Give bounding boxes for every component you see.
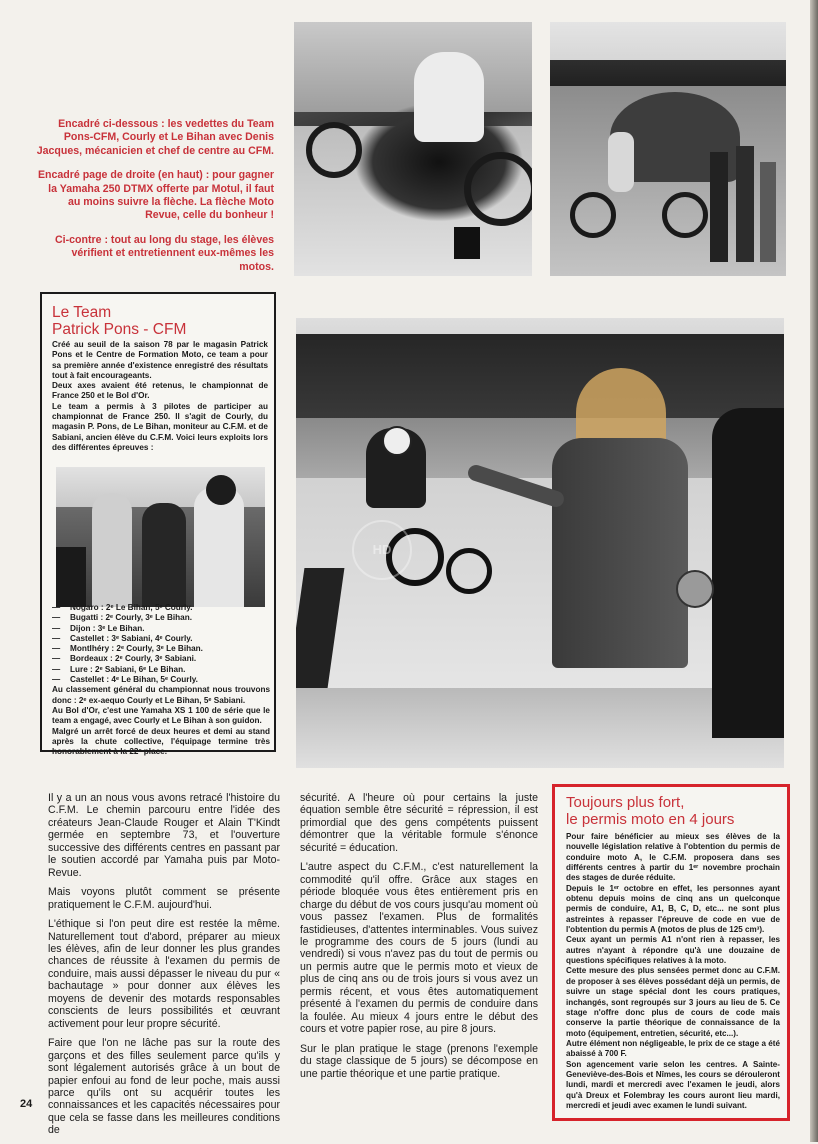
article-paragraph: L'éthique si l'on peut dire est restée la même. Naturellement tout d'abord, préparer au mieux les élèves, afin de leur donner les plus grandes chances de réussite à l'examen du permis de conduire, mais aussi dépasser le niveau du pur « bachautage » pour donner aux élèves les moyens de devenir des motards responsables conscients de leurs possibilités et œuvrant activement pour leur propre sécurité.: [48, 918, 280, 1030]
article-paragraph: Faire que l'on ne lâche pas sur la route des garçons et des filles seulement parce qu'ils y sont légalement autorisés grâce à un bout de papier enfoui au fond de leur poche, mais aussi parce qu'ils ont su acquérir toutes les connaissances et les capacités nécessaires pour que cela se fasse dans les meilleures conditions de: [48, 1037, 280, 1137]
team-box-title-line1: Le Team: [52, 304, 112, 321]
photo-captions: [36, 118, 274, 285]
team-intro-paragraph: Créé au seuil de la saison 78 par le magasin Patrick Pons et le Centre de Formation Moto, ce team a pour sa première année d'existence enregistré des résultats tout à fait encourageants.: [52, 340, 268, 380]
team-box-title-line2: Patrick Pons - CFM: [52, 321, 187, 338]
result-item: — Nogaro : 2ᵉ Le Bihan, 5ᵉ Courly.: [52, 603, 270, 613]
page-edge-shadow: [810, 0, 818, 1142]
permit-sidebar-text: [566, 832, 780, 1111]
results-list: [52, 603, 270, 685]
sidebar-paragraph: Autre élément non négligeable, le prix de ce stage a été abaissé à 700 F.: [566, 1038, 780, 1059]
watermark-logo: HD: [352, 520, 412, 580]
sidebar-paragraph: Depuis le 1ᵉʳ octobre en effet, les personnes ayant obtenu depuis moins de cinq ans un quelconque permis de conduire, A1, B, C, D, etc... ne sont plus astreintes à repasser l'épreuve de code en vue de l'obtention du permis A (motos de plus de 125 cm³).: [566, 883, 780, 935]
result-item: — Castellet : 4ᵉ Le Bihan, 5ᵉ Courly.: [52, 675, 270, 685]
permit-sidebar-title-line2: le permis moto en 4 jours: [566, 811, 735, 828]
article-paragraph: Sur le plan pratique le stage (prenons l'exemple du stage classique de 5 jours) se décompose en une partie théorique et une partie pratique.: [300, 1042, 538, 1080]
article-paragraph: Mais voyons plutôt comment se présente pratiquement le C.F.M. aujourd'hui.: [48, 886, 280, 911]
result-item: — Bugatti : 2ᵉ Courly, 3ᵉ Le Bihan.: [52, 613, 270, 623]
photo-rider-top: [294, 22, 532, 276]
team-results: [52, 603, 270, 757]
permit-sidebar-title-line1: Toujours plus fort,: [566, 794, 685, 811]
result-item: — Lure : 2ᵉ Sabiani, 6ᵉ Le Bihan.: [52, 665, 270, 675]
article-column-2: [300, 792, 538, 1087]
result-item: — Montlhéry : 2ᵉ Courly, 3ᵉ Le Bihan.: [52, 644, 270, 654]
caption-2: Encadré page de droite (en haut) : pour gagner la Yamaha 250 DTMX offerte par Motul, il faut au moins suivre la flèche. La flèche Moto Revue, celle du bonheur !: [37, 169, 274, 222]
team-box-intro: [52, 340, 268, 453]
article-column-1: [48, 792, 280, 1144]
team-outro-paragraph: Au classement général du championnat nous trouvons donc : 2ᵉ ex-aequo Courly et Le Bihan, 5ᵉ Sabiani.: [52, 685, 270, 705]
team-box-title: [52, 304, 272, 338]
result-item: — Castellet : 3ᵉ Sabiani, 4ᵉ Courly.: [52, 634, 270, 644]
result-item: — Dijon : 3ᵉ Le Bihan.: [52, 624, 270, 634]
result-item: — Bordeaux : 2ᵉ Courly, 3ᵉ Sabiani.: [52, 654, 270, 664]
photo-team-riders: [56, 467, 265, 607]
caption-3: Ci-contre : tout au long du stage, les élèves vérifient et entretiennent eux-mêmes les motos.: [55, 233, 274, 273]
sidebar-paragraph: Pour faire bénéficier au mieux ses élèves de la nouvelle législation relative à l'obtention du permis de conduire moto A, le C.F.M. proposera dans ses différents centres à partir du 1ᵉʳ novembre prochain des stages de durée réduite.: [566, 832, 780, 883]
team-intro-paragraph: Deux axes avaient été retenus, le championnat de France 250 et le Bol d'Or.: [52, 381, 268, 401]
team-outro-paragraph: Malgré un arrêt forcé de deux heures et demi au stand après la chute collective, l'équipage termine très honorablement à la 22ᵉ place.: [52, 726, 270, 757]
article-paragraph: Il y a un an nous vous avons retracé l'histoire du C.F.M. Le chemin parcouru entre l'idée des créateurs Jean-Claude Rouger et Alain T'Kindt germée en septembre 73, et l'ouverture successive des différents centres en passant par le soutien accordé par Yamaha puis par Moto-Revue.: [48, 792, 280, 879]
photo-field-group: [550, 22, 786, 276]
page-number: 24: [20, 1098, 33, 1110]
sidebar-paragraph: Son agencement varie selon les centres. A Sainte-Geneviève-des-Bois et Nîmes, les cours se dérouleront lundi, mardi et mercredi avec l'examen le jeudi, alors qu'à Dreux et Folembray les cours auront lieu mardi, mercredi et jeudi avec examen le lundi suivant.: [566, 1059, 780, 1110]
caption-1: Encadré ci-dessous : les vedettes du Team Pons-CFM, Courly et Le Bihan avec Denis Jacques, mécanicien et chef de centre au CFM.: [36, 118, 274, 157]
team-outro-paragraph: Au Bol d'Or, c'est une Yamaha XS 1 100 de série que le team a engagé, avec Courly et Le Bihan à son guidon.: [52, 705, 270, 726]
article-paragraph: sécurité. A l'heure où pour certains la juste équation semble être sécurité = répression, il est primordial que des gens compétents puissent démontrer que la véritable formule s'énonce sécurité = éducation.: [300, 792, 538, 854]
sidebar-paragraph: Cette mesure des plus sensées permet donc au C.F.M. de proposer à ses élèves possédant déjà un permis, de suivre un stage spécial dont les cours pratiques, inchangés, sont regroupés sur 3 jours au lieu de 5. Ce stage n'offre donc plus de cours de code mais conserve la partie théorique de connaissance de la moto (équipement, entretien, sécurité, etc...).: [566, 966, 780, 1038]
team-intro-paragraph: Le team a permis à 3 pilotes de participer au championnat de France 250. Il s'agit de Courly, du magasin P. Pons, de Le Bihan, moniteur au C.F.M. et de Sabiani, ancien élève du C.F.M. Voici leurs exploits lors des différentes épreuves :: [52, 401, 268, 452]
sidebar-paragraph: Ceux ayant un permis A1 n'ont rien à repasser, les autres n'ayant à répondre qu'à une douzaine de questions spécifiques relatives à la moto.: [566, 935, 780, 966]
permit-sidebar-title: [566, 794, 782, 828]
article-paragraph: L'autre aspect du C.F.M., c'est naturellement la commodité qu'il offre. Grâce aux stages en période bloquée vous êtes entièrement pris en charge du début de vos cours jusqu'au moment où vous passez l'examen. Plus de formalités fastidieuses, d'attentes interminables. Vous suivez le programme des cours de 5 jours (lundi au vendredi) si vous n'avez pas du tout de permis ou un permis autre que le permis moto et vieux de plus de cinq ans ou de trois jours si vous avez un permis récent, et vous êtes automatiquement présenté à l'examen du permis de conduire dans la foulée. Au mieux 4 jours entre le début des cours et votre papier rose, au pire 8 jours.: [300, 861, 538, 1036]
